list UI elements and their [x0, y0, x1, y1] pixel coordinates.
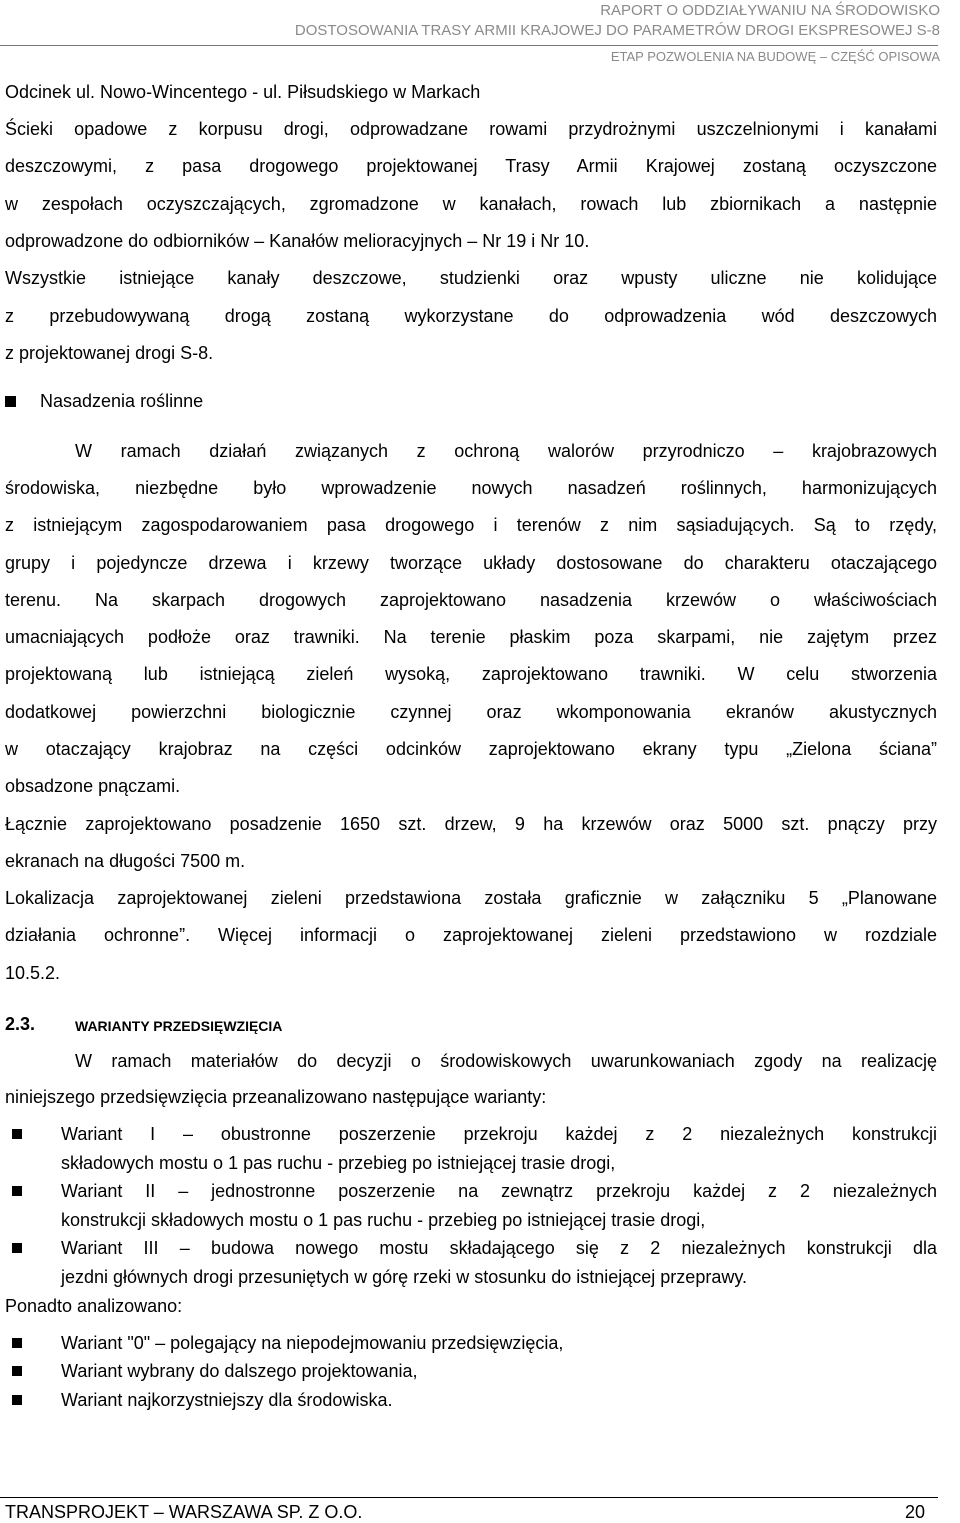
para1-line: w zespołach oczyszczających, zgromadzone w kanałach, rowach lub zbiornikach a następnie — [5, 194, 937, 214]
para3-line: obsadzone pnączami. — [5, 776, 181, 796]
square-bullet-icon — [12, 1395, 22, 1405]
section-heading: WARIANTY PRZEDSIĘWZIĘCIA — [75, 1018, 283, 1034]
header-line-3: ETAP POZWOLENIA NA BUDOWĘ – CZĘŚĆ OPISOWA — [610, 49, 940, 64]
para3-line: środowiska, niezbędne było wprowadzenie nowych nasadzeń roślinnych, harmonizujących — [5, 478, 937, 498]
para1-line: deszczowymi, z pasa drogowego projektowanej Trasy Armii Krajowej zostaną oczyszczone — [5, 156, 937, 176]
para1-line: Ścieki opadowe z korpusu drogi, odprowadzane rowami przydrożnymi uszczelnionymi i kanałami — [5, 119, 937, 139]
para3-line: projektowaną lub istniejącą zieleń wysoką, zaprojektowano trawniki. W celu stworzenia — [5, 664, 937, 684]
header-rule — [0, 45, 938, 46]
square-bullet-icon — [12, 1129, 22, 1139]
subheading-planting: Nasadzenia roślinne — [40, 391, 204, 411]
para5-line: Lokalizacja zaprojektowanej zieleni przedstawiona została graficznie w załączniku 5 „Planowane — [5, 888, 937, 908]
header-line-1: RAPORT O ODDZIAŁYWANIU NA ŚRODOWISKO — [600, 2, 940, 19]
footer-rule — [0, 1497, 938, 1498]
section-number: 2.3. — [5, 1014, 36, 1034]
para3-line: dodatkowej powierzchni biologicznie czynnej oraz wkomponowania ekranów akustycznych — [5, 702, 937, 722]
para5-line: 10.5.2. — [5, 963, 61, 983]
para4-line: Łącznie zaprojektowano posadzenie 1650 szt. drzew, 9 ha krzewów oraz 5000 szt. pnączy przy — [5, 814, 937, 834]
variant-item-line: Wariant III – budowa nowego mostu składającego się z 2 niezależnych konstrukcji dla — [61, 1238, 937, 1258]
para5-line: działania ochronne”. Więcej informacji o zaprojektowanej zieleni przedstawiono w rozdziale — [5, 925, 937, 945]
variant-item-line: Wariant I – obustronne poszerzenie przekroju każdej z 2 niezależnych konstrukcji — [61, 1124, 937, 1144]
para3-line: grupy i pojedyncze drzewa i krzewy tworzące układy dostosowane do charakteru otaczającego — [5, 553, 937, 573]
header-line-2: DOSTOSOWANIA TRASY ARMII KRAJOWEJ DO PARAMETRÓW DROGI EKSPRESOWEJ S-8 — [294, 22, 940, 39]
square-bullet-icon — [5, 396, 16, 407]
para2-line: Wszystkie istniejące kanały deszczowe, studzienki oraz wpusty uliczne nie kolidujące — [5, 268, 937, 288]
variant-item-line: konstrukcji składowych mostu o 1 pas ruchu - przebieg po istniejącej trasie drogi, — [61, 1210, 706, 1230]
variant-item-line: składowych mostu o 1 pas ruchu - przebieg po istniejącej trasie drogi, — [61, 1153, 616, 1173]
variant-item-line: jezdni głównych drogi przesuniętych w górę rzeki w stosunku do istniejącej przeprawy. — [61, 1267, 747, 1287]
also-item: Wariant wybrany do dalszego projektowania, — [61, 1361, 418, 1381]
page-number: 20 — [905, 1502, 926, 1522]
also-item: Wariant najkorzystniejszy dla środowiska. — [61, 1390, 393, 1410]
section-title: Odcinek ul. Nowo-Wincentego - ul. Piłsudskiego w Markach — [5, 82, 481, 102]
page-header — [0, 0, 960, 64]
also-item: Wariant "0" – polegający na niepodejmowaniu przedsięwzięcia, — [61, 1333, 564, 1353]
para3-line: umacniających podłoże oraz trawniki. Na terenie płaskim poza skarpami, nie zajętym przez — [5, 627, 937, 647]
para2-line: z przebudowywaną drogą zostaną wykorzystane do odprowadzenia wód deszczowych — [5, 306, 937, 326]
para1-line: odprowadzone do odbiorników – Kanałów melioracyjnych – Nr 19 i Nr 10. — [5, 231, 590, 251]
para3-line: W ramach działań związanych z ochroną walorów przyrodniczo – krajobrazowych — [75, 441, 937, 461]
square-bullet-icon — [12, 1338, 22, 1348]
para2-line: z projektowanej drogi S-8. — [5, 343, 214, 363]
para6-line: W ramach materiałów do decyzji o środowiskowych uwarunkowaniach zgody na realizację — [75, 1051, 937, 1071]
square-bullet-icon — [12, 1243, 22, 1253]
para4-line: ekranach na długości 7500 m. — [5, 851, 246, 871]
square-bullet-icon — [12, 1366, 22, 1376]
variant-item-line: Wariant II – jednostronne poszerzenie na zewnątrz przekroju każdej z 2 niezależnych — [61, 1181, 937, 1201]
footer-company: TRANSPROJEKT – WARSZAWA SP. Z O.O. — [5, 1502, 363, 1522]
para6-line: niniejszego przedsięwzięcia przeanalizowano następujące warianty: — [5, 1087, 547, 1107]
para3-line: z istniejącym zagospodarowaniem pasa drogowego i terenów z nim sąsiadujących. Są to rzędy, — [5, 515, 937, 535]
para3-line: terenu. Na skarpach drogowych zaprojektowano nasadzenia krzewów o właściwościach — [5, 590, 937, 610]
square-bullet-icon — [12, 1186, 22, 1196]
para3-line: w otaczający krajobraz na części odcinków zaprojektowano ekrany typu „Zielona ściana” — [5, 739, 937, 759]
also-analysed-label: Ponadto analizowano: — [5, 1296, 183, 1316]
